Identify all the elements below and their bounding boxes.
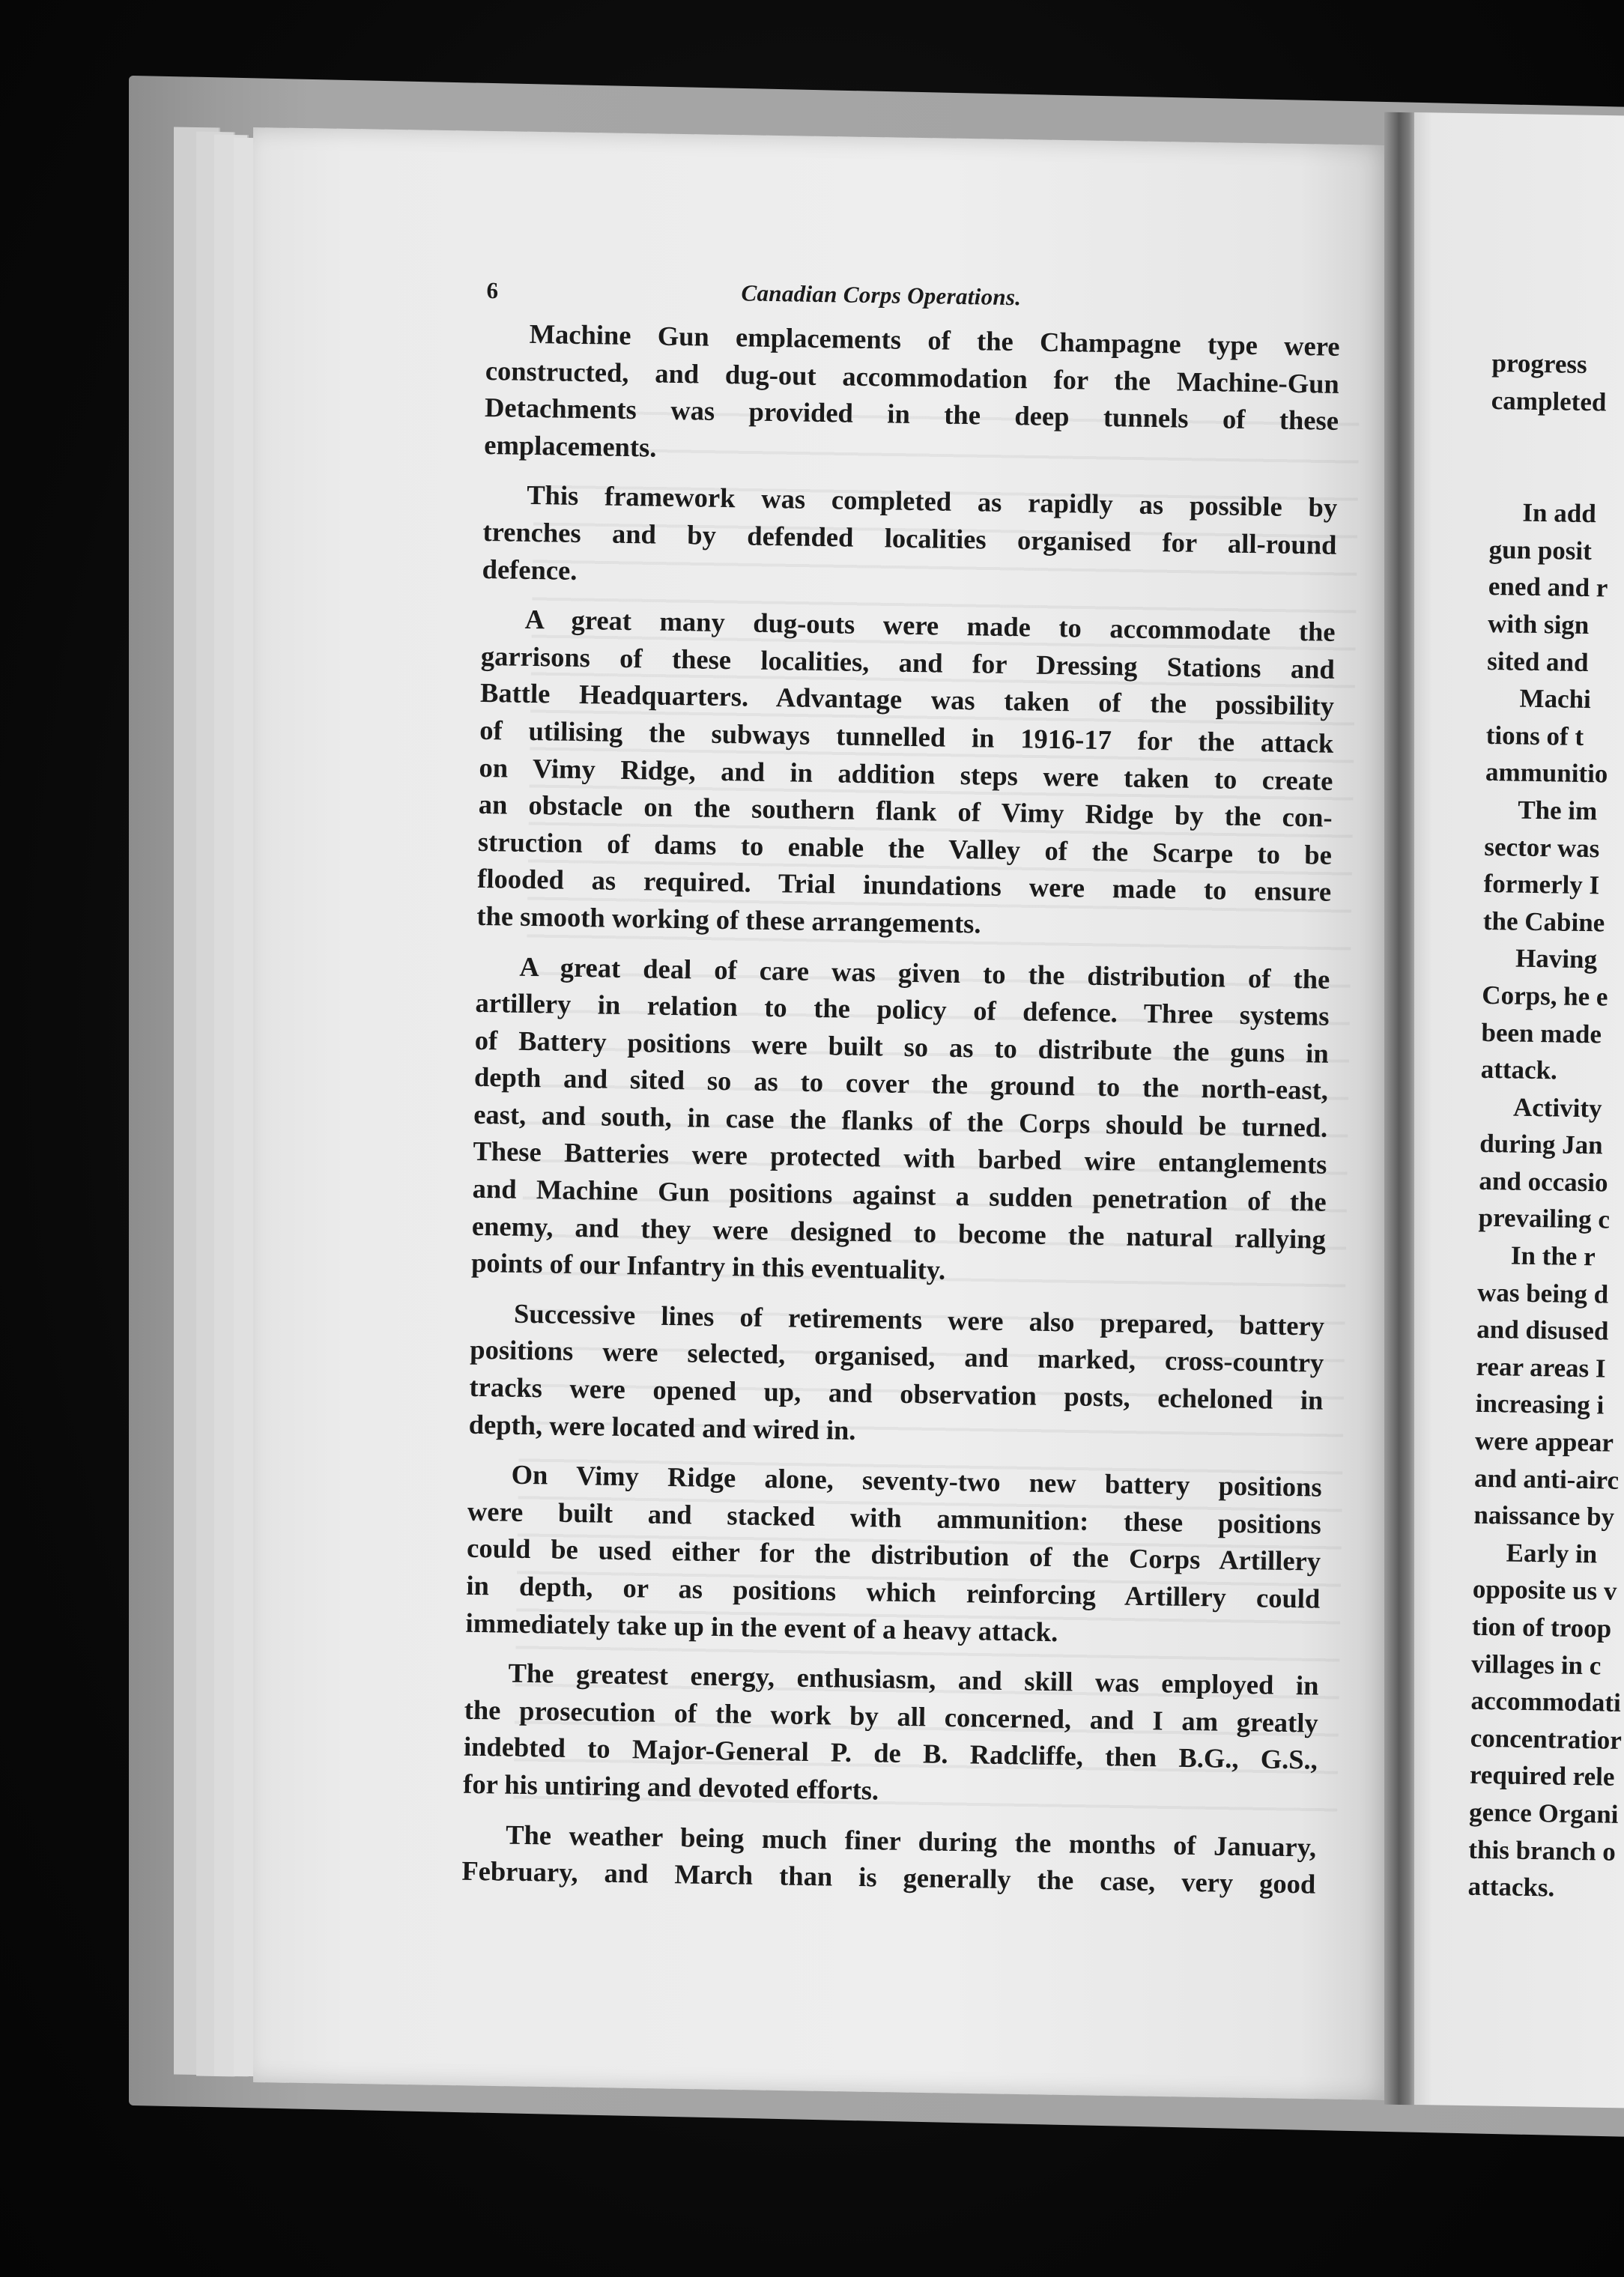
text-line: the Cabine <box>1482 906 1605 938</box>
paragraph <box>484 315 1340 476</box>
text-line: Corps, he e <box>1482 980 1608 1012</box>
text-line: accommodati <box>1470 1685 1622 1718</box>
text-line: depth, were located and wired in. <box>468 1408 856 1446</box>
text-line: emplacements. <box>484 428 657 463</box>
text-line: tion of troop <box>1471 1611 1612 1643</box>
text-line: In add <box>1522 497 1597 529</box>
text-line: attack. <box>1480 1054 1558 1085</box>
text-line: Activity <box>1512 1092 1602 1124</box>
text-line: could be used either for the distribution of the Corps Artillery <box>466 1532 1321 1577</box>
text-line: on Vimy Ridge, and in addition steps were taken to create <box>479 751 1333 796</box>
text-line: of Battery positions were built so as to distribute the guns in <box>474 1024 1330 1069</box>
text-line: naissance by <box>1473 1500 1615 1532</box>
text-line: Having <box>1515 943 1598 974</box>
text-line: with sign <box>1487 608 1590 640</box>
text-line: the smooth working of these arrangements. <box>476 900 981 939</box>
text-line: depth and sited so as to cover the ground to the north-east, <box>473 1061 1329 1106</box>
text-line: were appear <box>1474 1425 1614 1458</box>
text-line: progress <box>1491 348 1587 379</box>
text-line: A great many dug-outs were made to accommodate the <box>524 604 1336 648</box>
text-line: Detachments was provided in the deep tunnels of these <box>484 392 1339 437</box>
text-line: struction of dams to enable the Valley of the Scarpe to be <box>477 825 1333 870</box>
text-line: trenches and by defended localities organised for all-round <box>482 515 1337 560</box>
text-line: tions of t <box>1485 720 1584 751</box>
text-line: positions were selected, organised, and marked, cross-country <box>470 1334 1324 1379</box>
text-line: Battle Headquarters. Advantage was taken of the possibility <box>479 677 1335 722</box>
text-line: attacks. <box>1467 1871 1555 1902</box>
text-line: points of our Infantry in this eventuality. <box>470 1247 946 1286</box>
text-line: This framework was completed as rapidly as possible by <box>526 479 1338 524</box>
text-line: The im <box>1517 795 1598 826</box>
paragraph <box>471 947 1330 1294</box>
paragraph <box>463 1654 1319 1816</box>
text-line: indebted to Major-General P. de B. Radcliffe, then B.G., G.S., <box>463 1731 1318 1776</box>
text-line: tracks were opened up, and observation posts, echeloned in <box>469 1371 1324 1416</box>
text-line: The greatest energy, enthusiasm, and skill was employed in <box>508 1657 1319 1701</box>
text-line: flooded as required. Trial inundations were made to ensure <box>476 863 1332 908</box>
text-line: formerly I <box>1483 869 1600 900</box>
text-line: ammunitio <box>1485 757 1608 789</box>
book-gutter <box>1384 112 1417 2105</box>
text-line: increasing i <box>1475 1389 1605 1420</box>
text-line: during Jan <box>1479 1129 1603 1160</box>
text-line: rear areas I <box>1476 1351 1606 1383</box>
text-line: for his untiring and devoted efforts. <box>462 1768 879 1806</box>
text-line: immediately take up in the event of a heavy attack. <box>465 1607 1058 1647</box>
paragraph <box>482 476 1337 601</box>
left-page-text <box>461 270 1341 1915</box>
text-line: and Machine Gun positions against a sudden penetration of the <box>472 1172 1327 1217</box>
text-line: garrisons of these localities, and for Dressing Stations and <box>480 640 1336 685</box>
paragraph <box>461 1815 1316 1902</box>
text-line: campleted <box>1491 385 1607 416</box>
text-line: in depth, or as positions which reinforcing Artillery could <box>466 1569 1321 1614</box>
text-line: gun posit <box>1488 534 1593 566</box>
text-line: On Vimy Ridge alone, seventy-two new battery positions <box>511 1458 1322 1503</box>
text-line: sited and <box>1487 646 1589 677</box>
text-line: and occasio <box>1479 1165 1608 1198</box>
text-line: east, and south, in case the flanks of the Corps should be turned. <box>473 1098 1328 1143</box>
paragraph <box>468 1294 1324 1456</box>
text-line: required rele <box>1469 1760 1615 1792</box>
text-line: was being d <box>1476 1277 1609 1309</box>
text-line: villages in c <box>1471 1649 1602 1681</box>
text-line: The weather being much finer during the months of January, <box>505 1819 1317 1863</box>
text-line: and disused <box>1476 1315 1609 1346</box>
text-line: Successive lines of retirements were also prepared, battery <box>513 1297 1325 1341</box>
text-line: Early in <box>1506 1538 1598 1569</box>
text-line: this branch o <box>1468 1834 1617 1867</box>
text-line: opposite us v <box>1472 1574 1617 1607</box>
text-line: concentratior <box>1470 1723 1623 1755</box>
text-line: Machi <box>1519 683 1592 715</box>
text-line: defence. <box>482 553 578 586</box>
text-line: enemy, and they were designed to become the natural rallying <box>471 1210 1327 1255</box>
paragraph <box>476 600 1336 948</box>
right-page-text <box>1467 345 1624 1910</box>
text-line: artillery in relation to the policy of defence. Three systems <box>475 986 1330 1031</box>
text-line: ened and r <box>1488 571 1608 603</box>
paragraph <box>465 1455 1322 1655</box>
text-line: constructed, and dug-out accommodation for the Machine-Gun <box>485 354 1340 399</box>
text-line: prevailing c <box>1478 1203 1611 1235</box>
text-line: gence Organi <box>1468 1797 1619 1829</box>
text-line: In the r <box>1510 1240 1596 1272</box>
text-line: were built and stacked with ammunition: these positions <box>467 1495 1322 1540</box>
text-line: an obstacle on the southern flank of Vimy Ridge by the con- <box>478 789 1333 833</box>
text-line: been made <box>1481 1017 1602 1049</box>
text-line: These Batteries were protected with barbed wire entanglements <box>473 1136 1327 1180</box>
text-line: of utilising the subways tunnelled in 1916-17 for the attack <box>479 714 1334 759</box>
page-number: 6 <box>486 276 499 304</box>
body-text <box>461 315 1340 1902</box>
text-line: February, and March than is generally the case, very good <box>461 1855 1316 1899</box>
text-line: sector was <box>1484 831 1600 863</box>
text-line: the prosecution of the work by all concerned, and I am greatly <box>464 1694 1318 1738</box>
text-line: A great deal of care was given to the distribution of the <box>519 950 1330 995</box>
text-line: and anti-airc <box>1473 1463 1620 1495</box>
text-line: Machine Gun emplacements of the Champagne type were <box>529 318 1340 362</box>
running-head-title: Canadian Corps Operations. <box>741 279 1022 311</box>
